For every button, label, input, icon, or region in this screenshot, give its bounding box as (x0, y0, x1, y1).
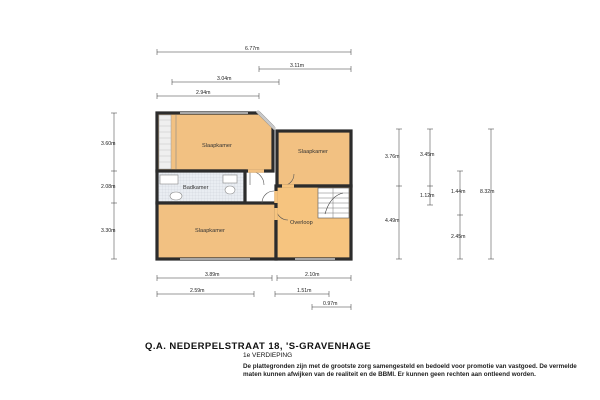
room-slaapkamer-top (157, 113, 273, 171)
staircase (318, 188, 349, 218)
dim-bottom-right-width: 2.10m (305, 272, 320, 278)
washbasin (170, 192, 182, 200)
sink (223, 175, 237, 183)
dim-left-bottom-height: 3.30m (101, 228, 116, 234)
label-slaapkamer-top: Slaapkamer (202, 143, 232, 149)
dim-left-top-height: 3.60m (101, 141, 116, 147)
dim-right-f: 4.49m (385, 218, 400, 224)
dim-lower-right: 0.97m (323, 301, 338, 307)
floor-label: 1e VERDIEPING (243, 352, 293, 359)
dim-lower-mid: 1.51m (297, 288, 312, 294)
label-overloop: Overloop (290, 220, 313, 226)
label-badkamer: Badkamer (183, 185, 209, 191)
label-slaapkamer-bottom: Slaapkamer (195, 228, 225, 234)
disclaimer-text: De plattegronden zijn met de grootste zorg samengesteld en bedoeld voor promotie van vastgoed. De vermelde maten kunnen afwijken van de realiteit en de BBMI. Er kunnen geen rechten aan ontleend worden. (243, 363, 577, 379)
toilet (225, 186, 235, 194)
closet (159, 115, 171, 169)
dim-right-c: 1.12m (420, 193, 435, 199)
dim-mid-width: 3.04m (217, 76, 232, 82)
dim-right-width: 3.11m (290, 63, 305, 69)
page-title: Q.A. NEDERPELSTRAAT 18, 'S-GRAVENHAGE (145, 341, 371, 352)
dim-left-mid-height: 2.08m (101, 184, 116, 190)
label-slaapkamer-right: Slaapkamer (298, 149, 328, 155)
dim-right-e: 8.32m (480, 189, 495, 195)
dim-lower-left: 2.59m (190, 288, 205, 294)
dim-right-b: 3.45m (420, 152, 435, 158)
dim-right-d: 1.44m (451, 189, 466, 195)
bath-tub (160, 175, 178, 184)
room-slaapkamer-right (277, 131, 351, 186)
dim-right-g: 2.45m (451, 234, 466, 240)
dim-left-width: 2.94m (196, 90, 211, 96)
dim-total-width: 6.77m (245, 46, 260, 52)
dim-bottom-left-width: 3.89m (205, 272, 220, 278)
dim-right-a: 3.76m (385, 154, 400, 160)
